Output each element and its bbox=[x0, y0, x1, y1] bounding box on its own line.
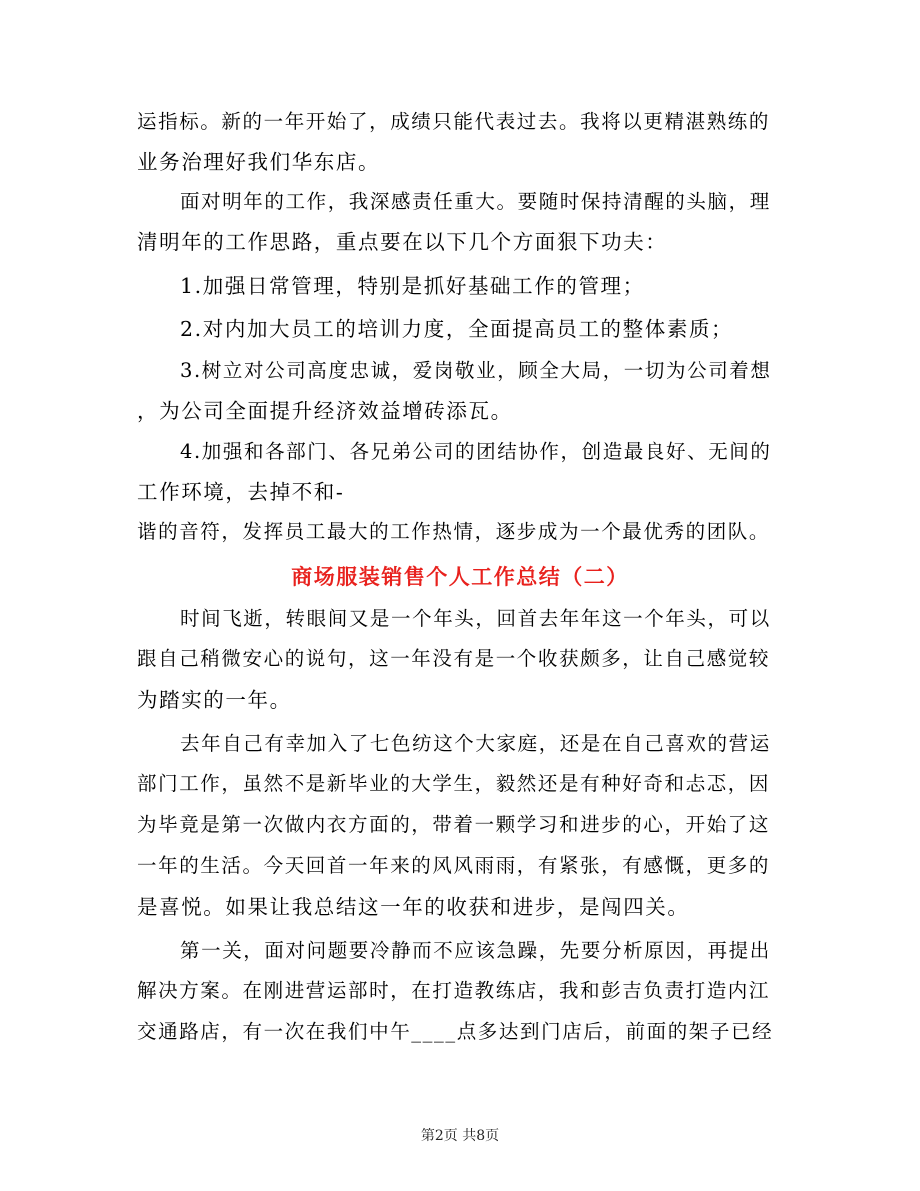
text-line: 3.树立对公司高度忠诚，爱岗敬业，顾全大局，一切为公司着想 bbox=[180, 359, 772, 382]
text-line: 解决方案。在刚进营运部时，在打造教练店，我和彭吉负责打造内江 bbox=[137, 979, 771, 1002]
text-line: 运指标。新的一年开始了，成绩只能代表过去。我将以更精湛熟练的 bbox=[137, 110, 771, 133]
text-line: 交通路店，有一次在我们中午____点多达到门店后，前面的架子已经 bbox=[137, 1020, 774, 1043]
page-number: 第2页 共8页 bbox=[420, 1128, 500, 1144]
text-line: 2.对内加大员工的培训力度，全面提高员工的整体素质； bbox=[180, 317, 734, 341]
text-line: 谐的音符，发挥员工最大的工作热情，逐步成为一个最优秀的团队。 bbox=[137, 520, 771, 543]
section-heading: 商场服装销售个人工作总结（二） bbox=[291, 565, 629, 589]
text-line: 工作环境，去掉不和- bbox=[137, 480, 345, 504]
text-line: 第一关，面对问题要冷静而不应该急躁，先要分析原因，再提出 bbox=[180, 939, 771, 962]
text-line: 4.加强和各部门、各兄弟公司的团结协作，创造最良好、无间的 bbox=[180, 440, 772, 463]
text-line: 去年自己有幸加入了七色纺这个大家庭，还是在自己喜欢的营运 bbox=[180, 732, 771, 755]
text-line: ，为公司全面提升经济效益增砖添瓦。 bbox=[137, 399, 513, 423]
text-line: 清明年的工作思路，重点要在以下几个方面狠下功夫： bbox=[137, 230, 668, 254]
text-line: 业务治理好我们华东店。 bbox=[137, 150, 381, 174]
text-line: 一年的生活。今天回首一年来的风风雨雨，有紧张，有感慨，更多的 bbox=[137, 854, 771, 877]
text-line: 是喜悦。如果让我总结这一年的收获和进步，是闯四关。 bbox=[137, 895, 690, 919]
text-line: 时间飞逝，转眼间又是一个年头，回首去年年这一个年头，可以 bbox=[180, 607, 771, 630]
text-line: 部门工作，虽然不是新毕业的大学生，毅然还是有种好奇和忐忑，因 bbox=[137, 772, 771, 795]
text-line: 面对明年的工作，我深感责任重大。要随时保持清醒的头脑，理 bbox=[180, 190, 771, 213]
text-line: 为毕竟是第一次做内衣方面的，带着一颗学习和进步的心，开始了这 bbox=[137, 813, 771, 836]
text-line: 1.加强日常管理，特别是抓好基础工作的管理； bbox=[180, 274, 645, 298]
text-line: 为踏实的一年。 bbox=[137, 688, 292, 712]
text-line: 跟自己稍微安心的说句，这一年没有是一个收获颇多，让自己感觉较 bbox=[137, 647, 771, 670]
